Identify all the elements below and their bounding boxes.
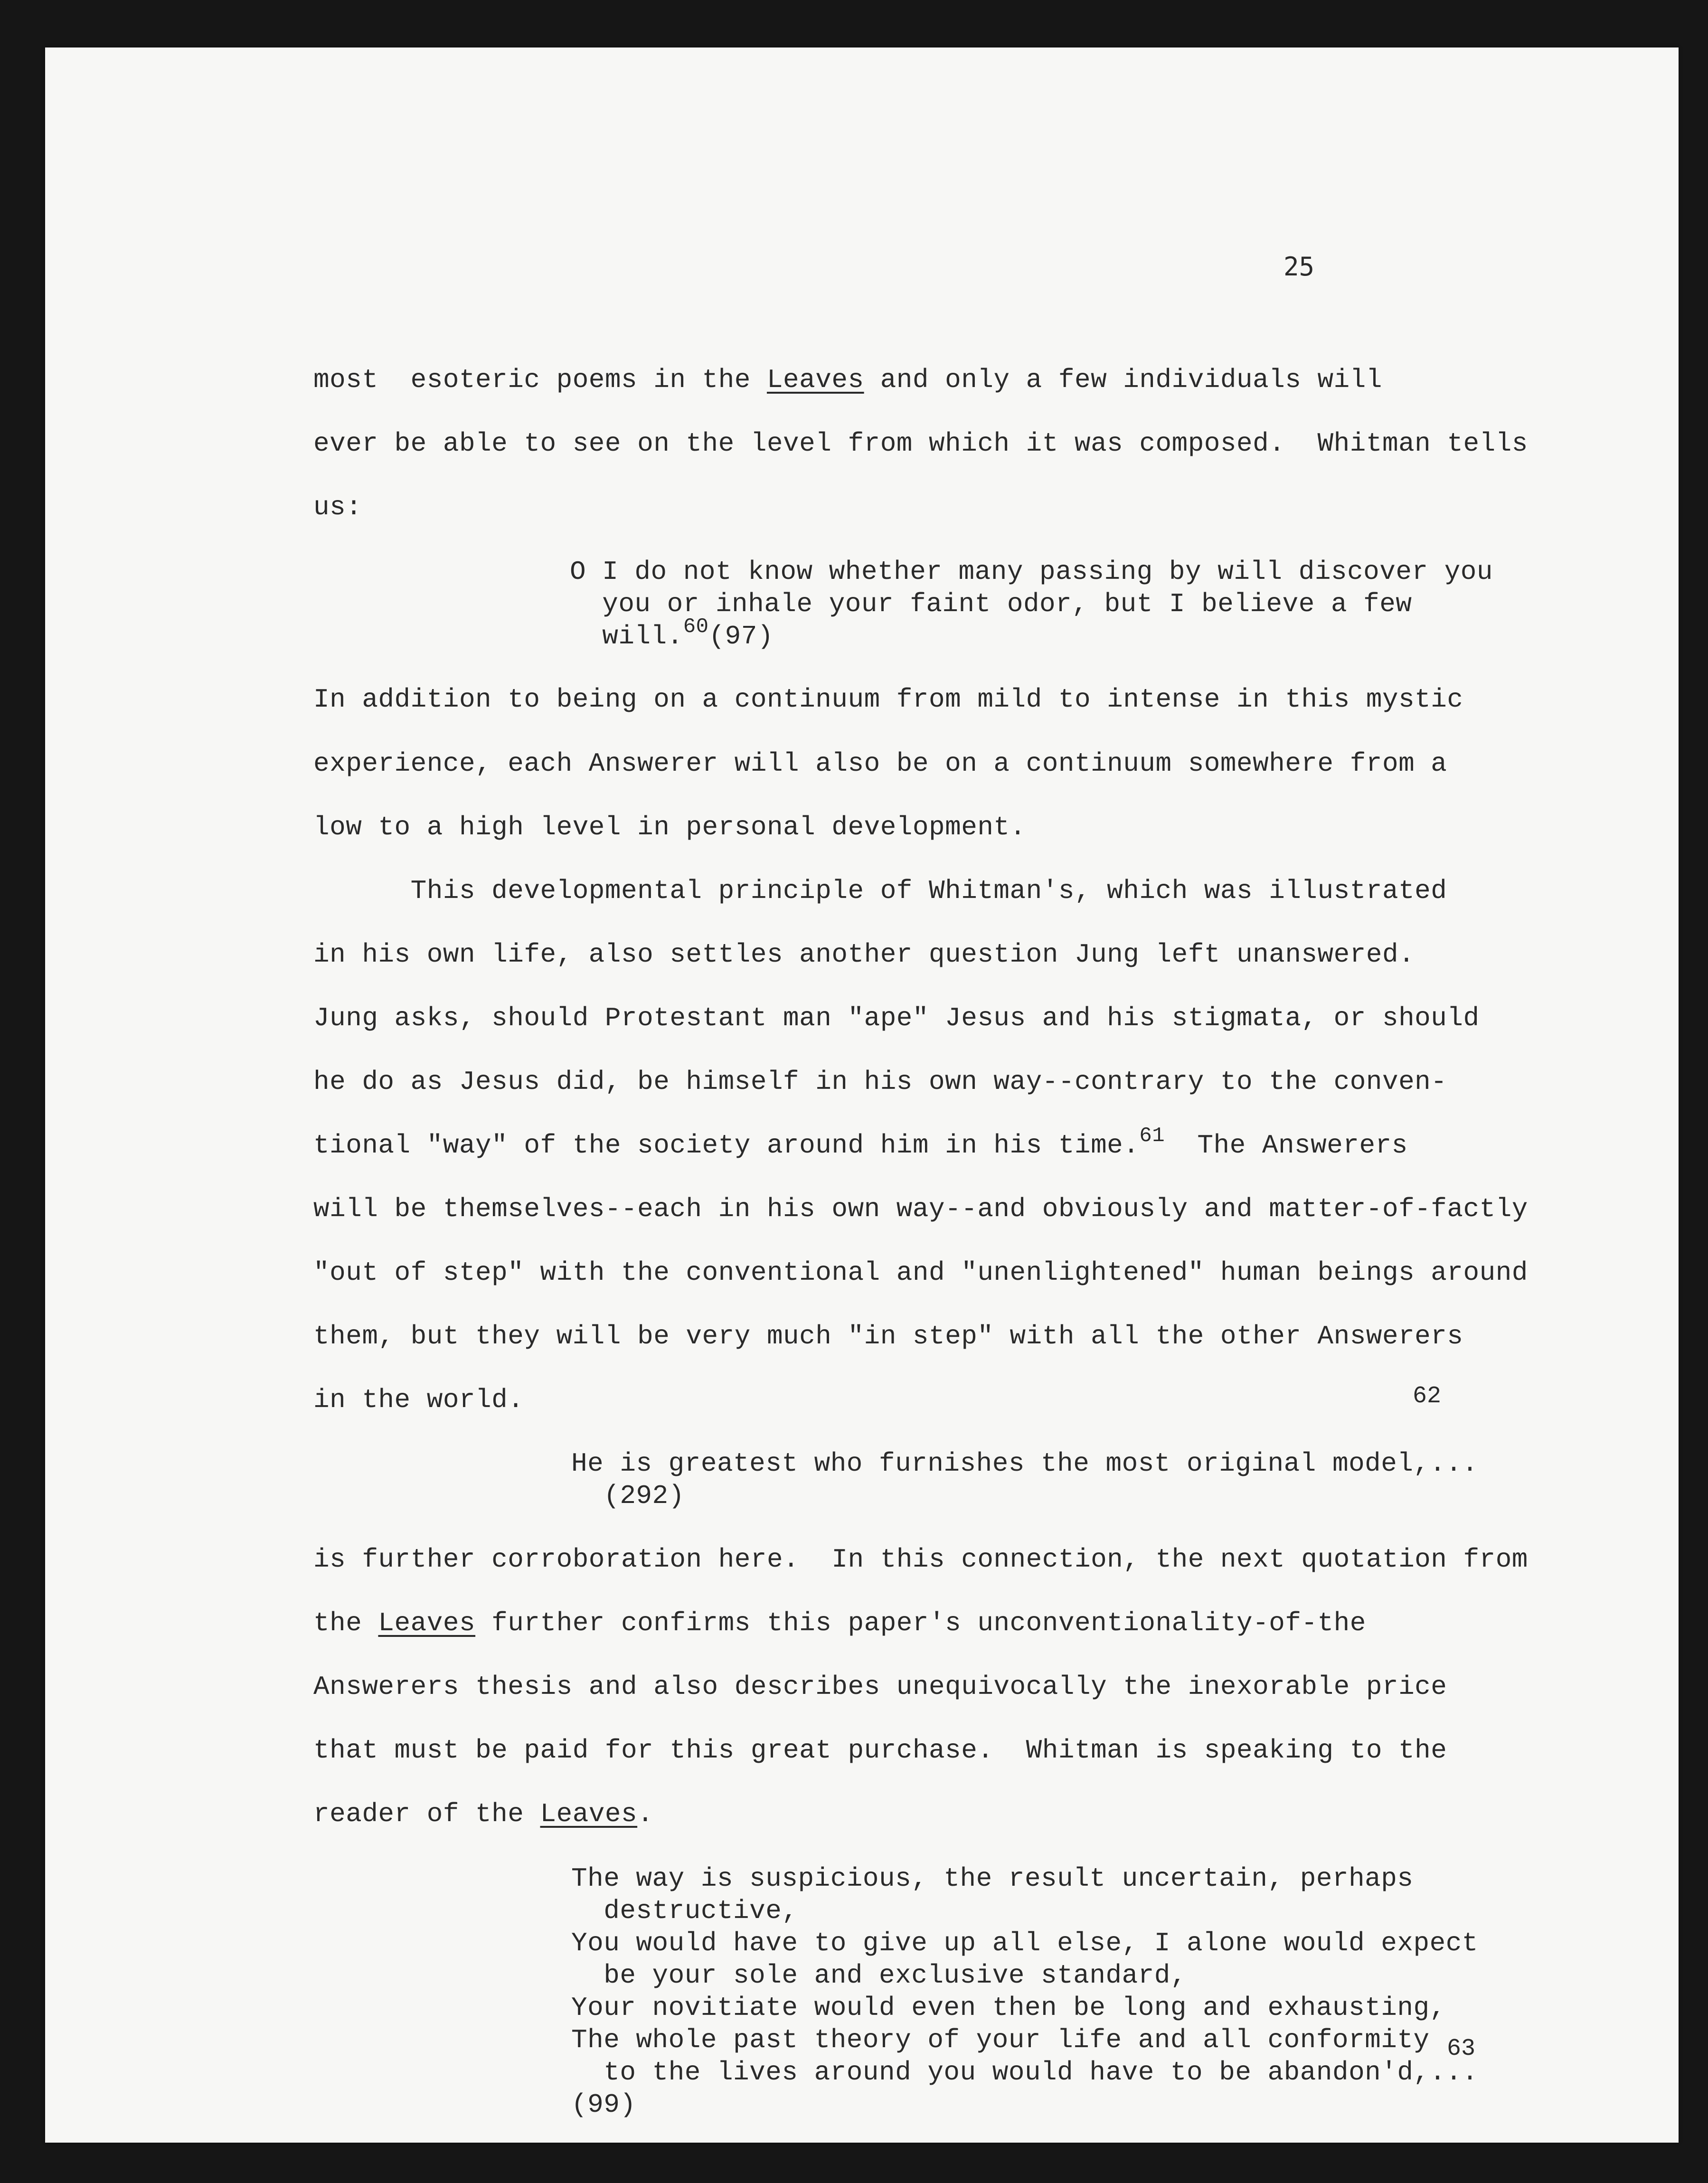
quote-line: (292) xyxy=(571,1481,685,1511)
text-line: "out of step" with the conventional and "unenlightened" human beings around xyxy=(313,1257,1528,1288)
text-line: in his own life, also settles another question Jung left unanswered. xyxy=(313,939,1415,970)
text-line: most esoteric poems in the Leaves and only a few individuals will xyxy=(313,365,1382,395)
text-line: will be themselves--each in his own way--and obviously and matter-of-factly xyxy=(313,1194,1528,1224)
quote-line: O I do not know whether many passing by will discover you xyxy=(570,557,1493,587)
quote-line: to the lives around you would have to be abandon'd,... xyxy=(571,2057,1478,2088)
text-line: he do as Jesus did, be himself in his own way--contrary to the conven- xyxy=(313,1067,1447,1097)
footnote-marker: 60 xyxy=(683,614,709,639)
page-number: 25 xyxy=(1283,252,1315,282)
text-line: ever be able to see on the level from which it was composed. Whitman tells xyxy=(313,428,1528,459)
quote-line: The whole past theory of your life and all conformity xyxy=(571,2025,1430,2055)
quote-line: He is greatest who furnishes the most original model,... xyxy=(571,1448,1478,1479)
text-line: experience, each Answerer will also be on a continuum somewhere from a xyxy=(313,748,1447,779)
text-line: low to a high level in personal development. xyxy=(313,812,1026,842)
text-line: tional "way" of the society around him in his time.$^{61}$ The Answerers xyxy=(313,1124,1408,1161)
underlined-title: Leaves xyxy=(540,1799,638,1829)
footnote-marker: 63 xyxy=(1447,2035,1476,2062)
quote-line: (99) xyxy=(571,2089,636,2120)
quote-line: you or inhale your faint odor, but I believe a few xyxy=(570,589,1412,619)
footnote-marker: 61 xyxy=(1139,1124,1165,1148)
quote-line: You would have to give up all else, I alone would expect xyxy=(571,1928,1478,1958)
quote-line: be your sole and exclusive standard, xyxy=(571,1960,1187,1991)
footnote-marker: 62 xyxy=(1413,1383,1442,1410)
quote-line: Your novitiate would even then be long and exhausting, xyxy=(571,1993,1446,2023)
typed-page xyxy=(45,47,1679,2143)
text-line: is further corroboration here. In this connection, the next quotation from xyxy=(313,1544,1528,1575)
text-line: the Leaves further confirms this paper's unconventionality-of-the xyxy=(313,1608,1366,1638)
text-line: us: xyxy=(313,492,362,522)
text-line: Answerers thesis and also describes unequivocally the inexorable price xyxy=(313,1672,1447,1702)
quote-line: destructive, xyxy=(571,1896,798,1926)
underlined-title: Leaves xyxy=(378,1608,476,1638)
text-line: them, but they will be very much "in step" with all the other Answerers xyxy=(313,1321,1463,1351)
text-line: This developmental principle of Whitman's, which was illustrated xyxy=(313,876,1447,906)
text-line: Jung asks, should Protestant man "ape" Jesus and his stigmata, or should xyxy=(313,1003,1480,1033)
text-line: in the world. xyxy=(313,1385,524,1415)
quote-line: The way is suspicious, the result uncertain, perhaps xyxy=(571,1863,1414,1894)
underlined-title: Leaves xyxy=(766,365,864,395)
text-line: that must be paid for this great purchase. Whitman is speaking to the xyxy=(313,1735,1447,1766)
text-line: In addition to being on a continuum from mild to intense in this mystic xyxy=(313,684,1463,715)
text-line: reader of the Leaves. xyxy=(313,1799,654,1829)
quote-line: will.$^{60}$(97) xyxy=(570,614,774,652)
